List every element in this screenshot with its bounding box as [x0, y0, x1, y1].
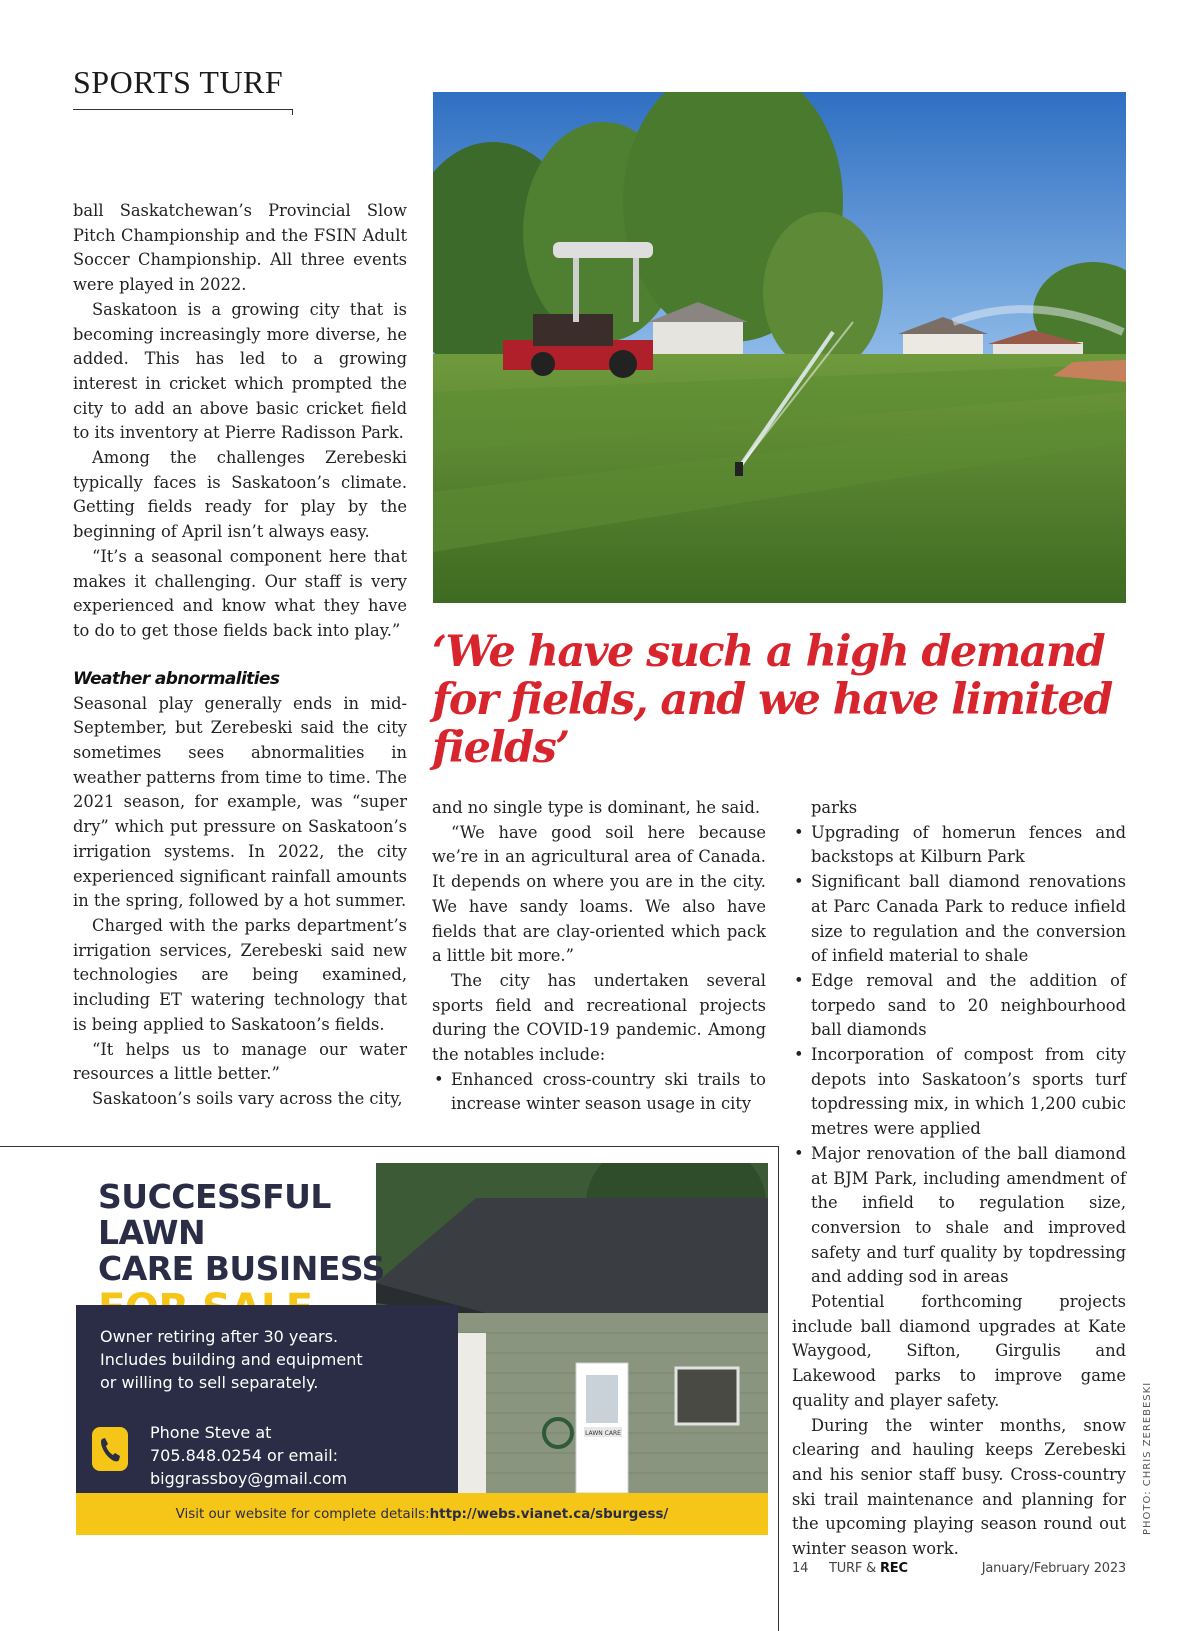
list-item: • Significant ball diamond renovations at Parc Canada Park to reduce infield size to regulation and the conversion of infield material to shale [792, 870, 1126, 969]
ad-title-line: CARE BUSINESS [98, 1249, 385, 1288]
section-header: SPORTS TURF [73, 64, 293, 110]
ad-text-line: or willing to sell separately. [100, 1373, 319, 1392]
pull-quote: ‘We have such a high demand for fields, and we have limited fields’ [432, 627, 1112, 773]
paragraph: Seasonal play generally ends in mid-September, but Zerebeski said the city sometimes sees abnormalities in weather patterns from time to time. The 2021 season, for example, was “super dry” which put pressure on Saskatoon’s irrigation systems. In 2022, the city experienced significant rainfall amounts in the spring, followed by a hot summer. [73, 693, 407, 911]
phone-icon [92, 1427, 128, 1471]
ad-text-line: Includes building and equipment [100, 1350, 363, 1369]
magazine-name-bold: REC [879, 1561, 908, 1576]
magazine-name [829, 1561, 908, 1576]
page-number: 14 [792, 1561, 809, 1576]
magazine-name-prefix: TURF & [829, 1561, 880, 1576]
ad-website-banner [76, 1493, 768, 1535]
article-column-2 [432, 796, 766, 1117]
paragraph: Saskatoon is a growing city that is becoming increasingly more diverse, he added. This has led to a growing interest in cricket which prompted the city to add an above basic cricket field to its inventory at Pierre Radisson Park. [73, 299, 407, 443]
list-item: • Major renovation of the ball diamond at BJM Park, including amendment of the infield to regulation size, conversion to shale and improved safety and turf quality by topdressing and adding sod in areas [792, 1142, 1126, 1290]
ad-contact [150, 1421, 450, 1490]
ad-text-line: Phone Steve at [150, 1423, 272, 1442]
article-column-1 [73, 199, 407, 1112]
paragraph: and no single type is dominant, he said. [432, 798, 761, 817]
paragraph: “It helps us to manage our water resources a little better.” [73, 1039, 407, 1084]
paragraph: “We have good soil here because we’re in an agricultural area of Canada. It depends on where you are in the city. We have sandy loams. We also have fields that are clay-oriented which pack a little bit more.” [432, 822, 766, 966]
paragraph: Charged with the parks department’s irrigation services, Zerebeski said new technologies are being examined, including ET watering technology that is being applied to Saskatoon’s fields. [73, 915, 407, 1034]
list-item: • Incorporation of compost from city depots into Saskatoon’s sports turf topdressing mix, in which 1,200 cubic metres were applied [792, 1043, 1126, 1142]
page-footer [792, 1561, 1126, 1581]
paragraph: Saskatoon’s soils vary across the city, [92, 1088, 403, 1108]
paragraph: Among the challenges Zerebeski typically faces is Saskatoon’s climate. Getting fields ready for play by the beginning of April isn’t always easy. [73, 448, 407, 542]
article-column-3 [792, 796, 1126, 1562]
projects-list [432, 1068, 766, 1117]
ad-title-line: SUCCESSFUL LAWN [98, 1177, 331, 1252]
ad-description [100, 1325, 450, 1394]
ad-text-line: Owner retiring after 30 years. [100, 1327, 339, 1346]
list-item: • Edge removal and the addition of torpedo sand to 20 neighbourhood ball diamonds [792, 969, 1126, 1043]
ad-phone-number: 705.848.0254 or email: [150, 1446, 339, 1465]
list-item: • Upgrading of homerun fences and backstops at Kilburn Park [792, 821, 1126, 870]
subheading: Weather abnormalities [73, 668, 280, 689]
projects-list [792, 821, 1126, 1290]
photo-credit: PHOTO: CHRIS ZEREBESKI [1142, 1381, 1153, 1535]
ad-email[interactable]: biggrassboy@gmail.com [150, 1469, 348, 1488]
paragraph: Potential forthcoming projects include ball diamond upgrades at Kate Waygood, Sifton, Girgulis and Lakewood parks to improve game quality and player safety. [792, 1292, 1126, 1410]
list-item: • Enhanced cross-country ski trails to increase winter season usage in city [432, 1068, 766, 1117]
paragraph: The city has undertaken several sports field and recreational projects during the COVID-19 pandemic. Among the notables include: [432, 970, 766, 1065]
issue-date: January/February 2023 [981, 1561, 1126, 1576]
ad-banner-text: Visit our website for complete details: [175, 1506, 430, 1522]
lawn-care-business-ad [76, 1163, 768, 1535]
paragraph: ball Saskatchewan’s Provincial Slow Pitch Championship and the FSIN Adult Soccer Championship. All three events were played in 2022. [73, 201, 407, 295]
paragraph: During the winter months, snow clearing and hauling keeps Zerebeski and his senior staff busy. Cross-country ski trail maintenance and planning for the upcoming playing season round out winter season work. [792, 1415, 1126, 1559]
mowing-sprinkler-photo [433, 92, 1126, 603]
list-item-continued: parks [811, 798, 858, 817]
ad-website-link[interactable]: http://webs.vianet.ca/sburgess/ [429, 1506, 669, 1522]
sign-text: LAWN CARE [585, 1430, 621, 1437]
paragraph: “It’s a seasonal component here that makes it challenging. Our staff is very experienced and know what they have to do to get those fields back into play.” [73, 546, 407, 640]
